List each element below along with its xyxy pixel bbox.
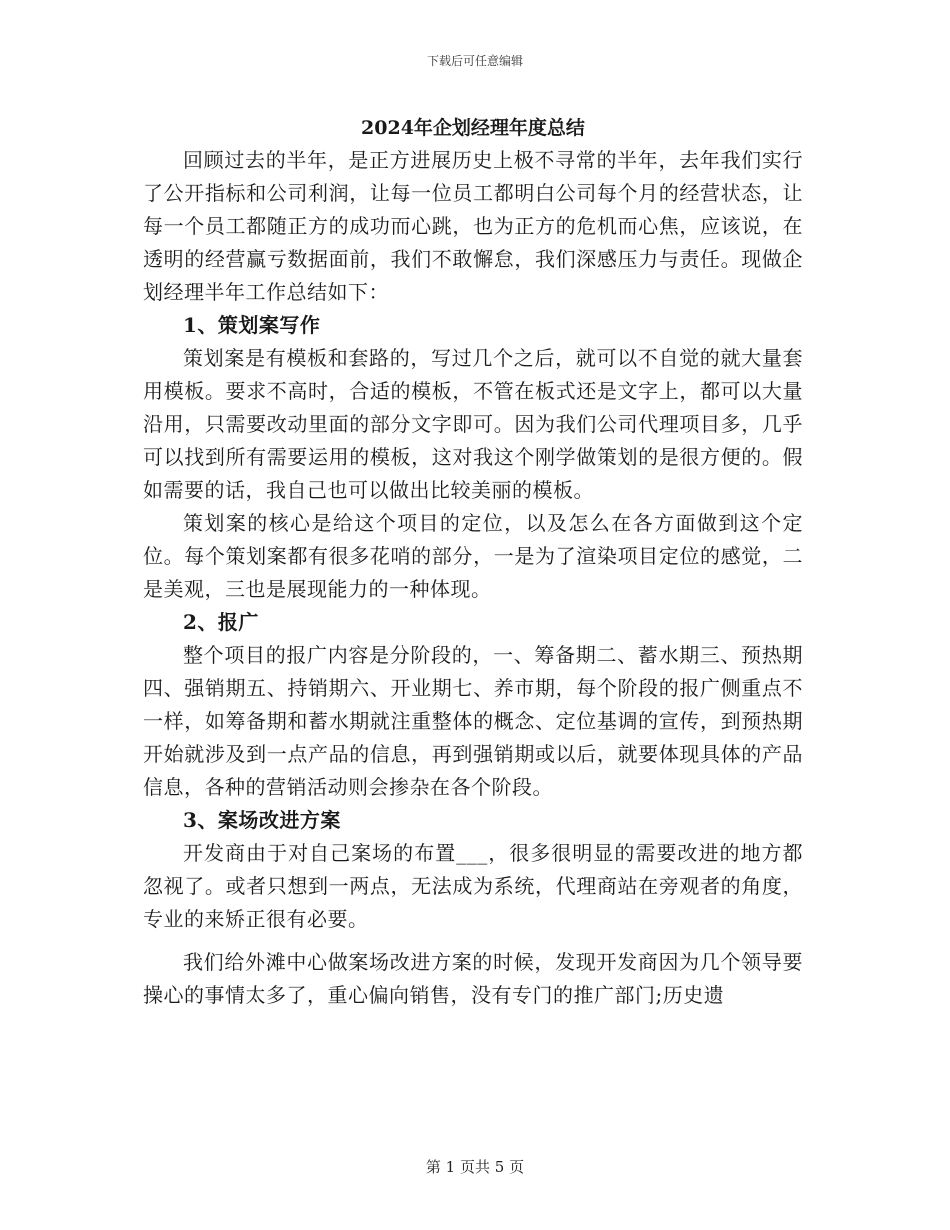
page-number: 第 1 页共 5 页 [425,1158,525,1176]
section-1-paragraph-2: 策划案的核心是给这个项目的定位，以及怎么在各方面做到这个定位。每个策划案都有很多花哨的部分，一是为了渲染项目定位的感觉，二是美观，三也是展现能力的一种体现。 [143,511,803,601]
section-heading-1: 1、策划案写作 [183,313,321,337]
paragraph-spacer [143,936,803,946]
section-1-paragraph-1: 策划案是有模板和套路的，写过几个之后，就可以不自觉的就大量套用模板。要求不高时，合适的模板，不管在板式还是文字上，都可以大量沿用，只需要改动里面的部分文字即可。因为我们公司代理项目多，几乎可以找到所有需要运用的模板，这对我这个刚学做策划的是很方便的。假如需要的话，我自己也可以做出比较美丽的模板。 [143,346,803,502]
page-header-note: 下载后可任意编辑 [426,54,523,68]
section-3-paragraph-2: 我们给外滩中心做案场改进方案的时候，发现开发商因为几个领导要操心的事情太多了，重心偏向销售，没有专门的推广部门;历史遗 [143,950,803,1007]
section-heading-2: 2、报广 [183,610,259,634]
document-body [143,112,803,1012]
section-heading-3: 3、案场改进方案 [183,808,341,832]
intro-paragraph: 回顾过去的半年，是正方进展历史上极不寻常的半年，去年我们实行了公开指标和公司利润，让每一位员工都明白公司每个月的经营状态，让每一个员工都随正方的成功而心跳，也为正方的危机而心焦，应该说，在透明的经营赢亏数据面前，我们不敢懈怠，我们深感压力与责任。现做企划经理半年工作总结如下： [143,148,803,304]
section-3-paragraph-1: 开发商由于对自己案场的布置___，很多很明显的需要改进的地方都忽视了。或者只想到一两点，无法成为系统，代理商站在旁观者的角度，专业的来矫正很有必要。 [143,841,803,931]
document-title: 2024年企划经理年度总结 [361,117,585,139]
section-2-paragraph-1: 整个项目的报广内容是分阶段的，一、筹备期二、蓄水期三、预热期四、强销期五、持销期六、开业期七、养市期，每个阶段的报广侧重点不一样，如筹备期和蓄水期就注重整体的概念、定位基调的宣传，到预热期开始就涉及到一点产品的信息，再到强销期或以后，就要体现具体的产品信息，各种的营销活动则会掺杂在各个阶段。 [143,643,803,799]
